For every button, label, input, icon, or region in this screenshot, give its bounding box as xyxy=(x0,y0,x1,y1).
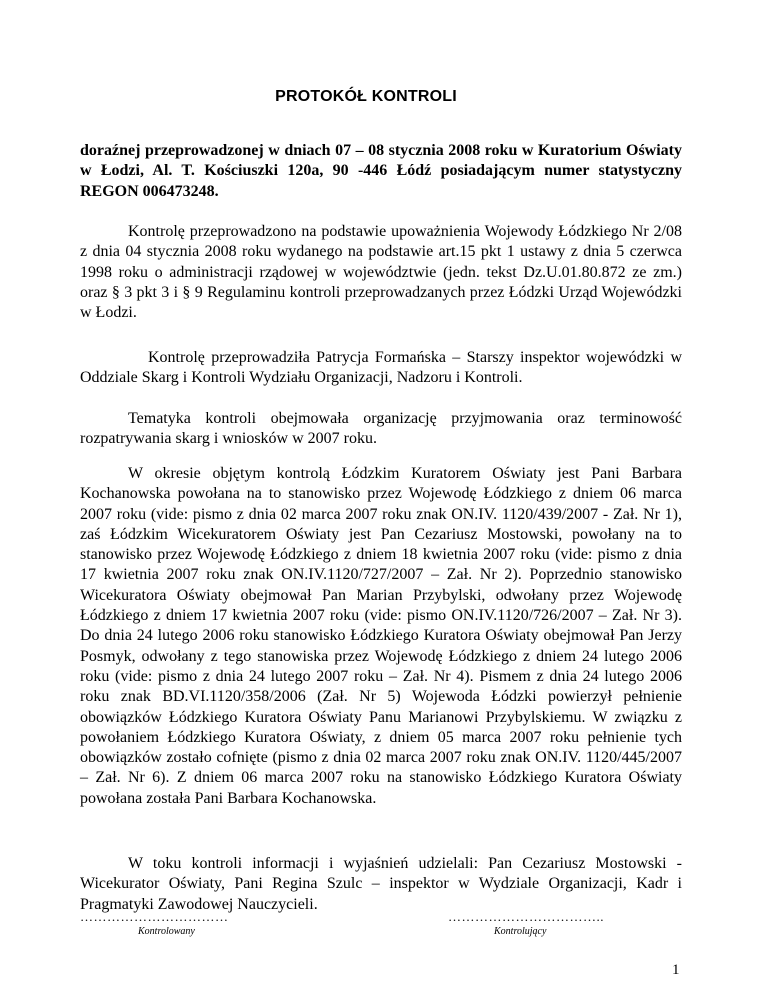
intro-paragraph: doraźnej przeprowadzonej w dniach 07 – 08 stycznia 2008 roku w Kuratorium Oświaty w Łodzi, Al. T. Kościuszki 120a, 90 -446 Łódź posiadającym numer statystyczny REGON 006473248. xyxy=(80,142,682,200)
signature-line-right: …………………………….. xyxy=(448,909,604,924)
paragraph-legal-basis: Kontrolę przeprowadzono na podstawie upoważnienia Wojewody Łódzkiego Nr 2/08 z dnia 04 stycznia 2008 roku wydanego na podstawie art.15 pkt 1 ustawy z dnia 5 czerwca 1998 roku o administracji rządowej w województwie (jedn. tekst Dz.U.01.80.872 ze zm.) oraz § 3 pkt 3 i § 9 Regulaminu kontroli przeprowadzanych przez Łódzki Urząd Wojewódzki w Łodzi. xyxy=(80,223,682,322)
page-number: 1 xyxy=(672,962,680,978)
signature-line-left: …………………………… xyxy=(80,909,229,924)
paragraph-personnel: W okresie objętym kontrolą Łódzkim Kuratorem Oświaty jest Pani Barbara Kochanowska powołana na to stanowisko przez Wojewodę Łódzkiego z dniem 06 marca 2007 roku (vide: pismo z dnia 02 marca 2007 roku znak ON.IV. 1120/439/2007 - Zał. Nr 1), zaś Łódzkim Wicekuratorem Oświaty jest Pan Cezariusz Mostowski, powołany na to stanowisko przez Wojewodę Łódzkiego z dniem 18 kwietnia 2007 roku (vide: pismo z dnia 17 kwietnia 2007 roku znak ON.IV.1120/727/2007 – Zał. Nr 2). Poprzednio stanowisko Wicekuratora Oświaty obejmował Pan Marian Przybylski, odwołany przez Wojewodę Łódzkiego z dniem 17 kwietnia 2007 roku (vide: pismo ON.IV.1120/726/2007 – Zał. Nr 3). Do dnia 24 lutego 2006 roku stanowisko Łódzkiego Kuratora Oświaty obejmował Pan Jerzy Posmyk, odwołany z tego stanowiska przez Wojewodę Łódzkiego z dniem 24 lutego 2006 roku (vide: pismo z dnia 24 lutego 2007 roku – Zał. Nr 4). Pismem z dnia 24 lutego 2006 roku znak BD.VI.1120/358/2006 (Zał. Nr 5) Wojewoda Łódzki powierzył pełnienie obowiązków Łódzkiego Kuratora Oświaty Panu Marianowi Przybylskiemu. W związku z powołaniem Łódzkiego Kuratora Oświaty, z dniem 05 marca 2007 roku pełnienie tych obowiązków zostało cofnięte (pismo z dnia 02 marca 2007 roku znak ON.IV. 1120/445/2007 – Zał. Nr 6). Z dniem 06 marca 2007 roku na stanowisko Łódzkiego Kuratora Oświaty powołana została Pani Barbara Kochanowska. xyxy=(80,465,682,807)
paragraph-scope: Tematyka kontroli obejmowała organizację przyjmowania oraz terminowość rozpatrywania skarg i wniosków w 2007 roku. xyxy=(80,410,682,448)
signature-label-kontrolujacy: Kontrolujący xyxy=(494,926,547,937)
signature-label-kontrolowany: Kontrolowany xyxy=(138,926,195,937)
document-title: PROTOKÓŁ KONTROLI xyxy=(275,88,457,105)
paragraph-explanations: W toku kontroli informacji i wyjaśnień udzielali: Pan Cezariusz Mostowski - Wicekurator Oświaty, Pani Regina Szulc – inspektor w Wydziale Organizacji, Kadr i Pragmatyki Zawodowej Nauczycieli. xyxy=(80,855,682,913)
paragraph-inspector: Kontrolę przeprowadziła Patrycja Formańska – Starszy inspektor wojewódzki w Oddziale Skarg i Kontroli Wydziału Organizacji, Nadzoru i Kontroli. xyxy=(80,349,682,387)
